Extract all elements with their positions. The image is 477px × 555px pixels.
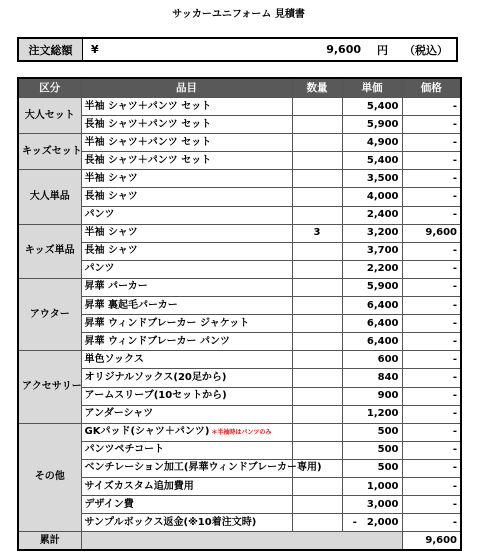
unit-price: - 2,000 bbox=[342, 514, 402, 532]
unit-price: 3,200 bbox=[342, 224, 402, 242]
quantity-input[interactable]: 3 bbox=[292, 224, 342, 242]
item-name: 半袖 シャツ＋パンツ セット bbox=[81, 98, 292, 116]
order-total-amount-cell bbox=[121, 39, 456, 60]
unit-price: 3,500 bbox=[342, 170, 402, 188]
table-row bbox=[18, 496, 461, 514]
unit-price: 5,400 bbox=[342, 98, 402, 116]
summary-total: 9,600 bbox=[402, 532, 461, 551]
line-total: - bbox=[402, 423, 461, 441]
line-total: - bbox=[402, 152, 461, 170]
table-row bbox=[18, 242, 461, 260]
header-item: 品目 bbox=[81, 78, 292, 98]
line-total: - bbox=[402, 188, 461, 206]
quantity-input[interactable] bbox=[292, 315, 342, 333]
item-name-cell bbox=[81, 423, 292, 441]
table-row bbox=[18, 134, 461, 152]
unit-price: 5,900 bbox=[342, 278, 402, 296]
summary-spacer bbox=[81, 532, 402, 551]
item-name: 昇華 ウィンドブレーカー ジャケット bbox=[81, 315, 292, 333]
table-header-row bbox=[18, 78, 461, 98]
table-row bbox=[18, 116, 461, 134]
quote-table bbox=[17, 77, 462, 551]
order-total-tax-note: （税込） bbox=[404, 43, 448, 57]
unit-price: 500 bbox=[342, 459, 402, 477]
item-name: デザイン費 bbox=[81, 496, 292, 514]
quantity-input[interactable] bbox=[292, 98, 342, 116]
table-row bbox=[18, 315, 461, 333]
quantity-input[interactable] bbox=[292, 297, 342, 315]
item-name: サイズカスタム追加費用 bbox=[81, 477, 292, 495]
unit-price: 5,900 bbox=[342, 116, 402, 134]
unit-price: 4,000 bbox=[342, 188, 402, 206]
header-category: 区分 bbox=[18, 78, 81, 98]
item-name: パンツ bbox=[81, 206, 292, 224]
summary-row bbox=[18, 532, 461, 551]
table-row bbox=[18, 387, 461, 405]
category-adult-set: 大人セット bbox=[18, 98, 81, 134]
line-total: - bbox=[402, 459, 461, 477]
item-name: 半袖 シャツ＋パンツ セット bbox=[81, 134, 292, 152]
line-total: - bbox=[402, 278, 461, 296]
line-total: - bbox=[402, 170, 461, 188]
table-row bbox=[18, 260, 461, 278]
unit-price: 600 bbox=[342, 351, 402, 369]
category-outer: アウター bbox=[18, 278, 81, 350]
order-total-label: 注文総額 bbox=[19, 39, 83, 60]
quantity-input[interactable] bbox=[292, 369, 342, 387]
item-name: 長袖 シャツ＋パンツ セット bbox=[81, 152, 292, 170]
item-name: サンプルボックス返金(※10着注文時) bbox=[81, 514, 292, 532]
header-unit-price: 単価 bbox=[342, 78, 402, 98]
item-name: パンツ bbox=[81, 260, 292, 278]
unit-price: 6,400 bbox=[342, 333, 402, 351]
quantity-input[interactable] bbox=[292, 116, 342, 134]
unit-price: 500 bbox=[342, 441, 402, 459]
item-name: 昇華 裏起毛パーカー bbox=[81, 297, 292, 315]
item-name: 長袖 シャツ bbox=[81, 242, 292, 260]
quantity-input[interactable] bbox=[292, 333, 342, 351]
line-total: - bbox=[402, 369, 461, 387]
item-note: ＊半袖時はパンツのみ bbox=[211, 429, 272, 437]
unit-price: 3,000 bbox=[342, 496, 402, 514]
unit-price: 6,400 bbox=[342, 297, 402, 315]
table-row bbox=[18, 351, 461, 369]
category-accessory: アクセサリー bbox=[18, 351, 81, 423]
unit-price: 1,000 bbox=[342, 477, 402, 495]
table-row bbox=[18, 278, 461, 296]
quantity-input[interactable] bbox=[292, 441, 342, 459]
line-total: - bbox=[402, 477, 461, 495]
line-total: - bbox=[402, 351, 461, 369]
header-price: 価格 bbox=[402, 78, 461, 98]
unit-price: 4,900 bbox=[342, 134, 402, 152]
unit-price: 840 bbox=[342, 369, 402, 387]
table-row bbox=[18, 170, 461, 188]
header-quantity: 数量 bbox=[292, 78, 342, 98]
quantity-input[interactable] bbox=[292, 152, 342, 170]
category-kids-single: キッズ単品 bbox=[18, 224, 81, 278]
quantity-input[interactable] bbox=[292, 351, 342, 369]
order-total-unit: 円 bbox=[377, 43, 388, 57]
quantity-input[interactable] bbox=[292, 278, 342, 296]
unit-price: 2,200 bbox=[342, 260, 402, 278]
item-name: パンツペチコート bbox=[81, 441, 292, 459]
quantity-input[interactable] bbox=[292, 242, 342, 260]
table-row bbox=[18, 423, 461, 441]
item-name: アームスリーブ(10セットから) bbox=[81, 387, 292, 405]
table-row bbox=[18, 333, 461, 351]
quantity-input[interactable] bbox=[292, 188, 342, 206]
order-total-box bbox=[17, 37, 458, 62]
line-total: 9,600 bbox=[402, 224, 461, 242]
line-total: - bbox=[402, 514, 461, 532]
item-name: 長袖 シャツ＋パンツ セット bbox=[81, 116, 292, 134]
table-row bbox=[18, 405, 461, 423]
line-total: - bbox=[402, 405, 461, 423]
category-adult-single: 大人単品 bbox=[18, 170, 81, 224]
item-name: 昇華 ウィンドブレーカー パンツ bbox=[81, 333, 292, 351]
line-total: - bbox=[402, 134, 461, 152]
item-name: 長袖 シャツ bbox=[81, 188, 292, 206]
quantity-input[interactable] bbox=[292, 260, 342, 278]
table-row bbox=[18, 459, 461, 477]
table-row bbox=[18, 152, 461, 170]
summary-label: 累計 bbox=[18, 532, 81, 551]
quantity-input[interactable] bbox=[292, 134, 342, 152]
quantity-input[interactable] bbox=[292, 387, 342, 405]
item-name: オリジナルソックス(20足から) bbox=[81, 369, 292, 387]
quantity-input[interactable] bbox=[292, 170, 342, 188]
table-row bbox=[18, 188, 461, 206]
unit-price: 5,400 bbox=[342, 152, 402, 170]
unit-price: 3,700 bbox=[342, 242, 402, 260]
table-row bbox=[18, 477, 461, 495]
line-total: - bbox=[402, 242, 461, 260]
table-row bbox=[18, 224, 461, 242]
currency-symbol: ¥ bbox=[91, 43, 99, 56]
item-name: 半袖 シャツ bbox=[81, 170, 292, 188]
unit-price: 6,400 bbox=[342, 315, 402, 333]
line-total: - bbox=[402, 98, 461, 116]
order-total-amount: 9,600 bbox=[326, 43, 361, 56]
table-row bbox=[18, 369, 461, 387]
table-row bbox=[18, 206, 461, 224]
unit-price: 1,200 bbox=[342, 405, 402, 423]
quantity-input[interactable] bbox=[292, 496, 342, 514]
item-name: 半袖 シャツ bbox=[81, 224, 292, 242]
line-total: - bbox=[402, 333, 461, 351]
quantity-input[interactable] bbox=[292, 514, 342, 532]
line-total: - bbox=[402, 441, 461, 459]
quantity-input[interactable] bbox=[292, 423, 342, 441]
page-title: サッカーユニフォーム 見積書 bbox=[172, 9, 305, 20]
category-kids-set: キッズセット bbox=[18, 134, 81, 170]
quantity-input[interactable] bbox=[292, 206, 342, 224]
line-total: - bbox=[402, 260, 461, 278]
item-name: GKパッド(シャツ＋パンツ) bbox=[84, 426, 210, 438]
item-name: ベンチレーション加工(昇華ウィンドブレーカー専用) bbox=[81, 459, 292, 477]
line-total: - bbox=[402, 496, 461, 514]
line-total: - bbox=[402, 297, 461, 315]
line-total: - bbox=[402, 116, 461, 134]
quantity-input[interactable] bbox=[292, 477, 342, 495]
category-other: その他 bbox=[18, 423, 81, 532]
line-total: - bbox=[402, 206, 461, 224]
item-name: 昇華 パーカー bbox=[81, 278, 292, 296]
table-row bbox=[18, 514, 461, 532]
item-name: アンダーシャツ bbox=[81, 405, 292, 423]
line-total: - bbox=[402, 387, 461, 405]
unit-price: 900 bbox=[342, 387, 402, 405]
line-total: - bbox=[402, 315, 461, 333]
quantity-input[interactable] bbox=[292, 405, 342, 423]
item-name: 単色ソックス bbox=[81, 351, 292, 369]
table-row bbox=[18, 297, 461, 315]
unit-price: 500 bbox=[342, 423, 402, 441]
table-row bbox=[18, 441, 461, 459]
table-row bbox=[18, 98, 461, 116]
unit-price: 2,400 bbox=[342, 206, 402, 224]
